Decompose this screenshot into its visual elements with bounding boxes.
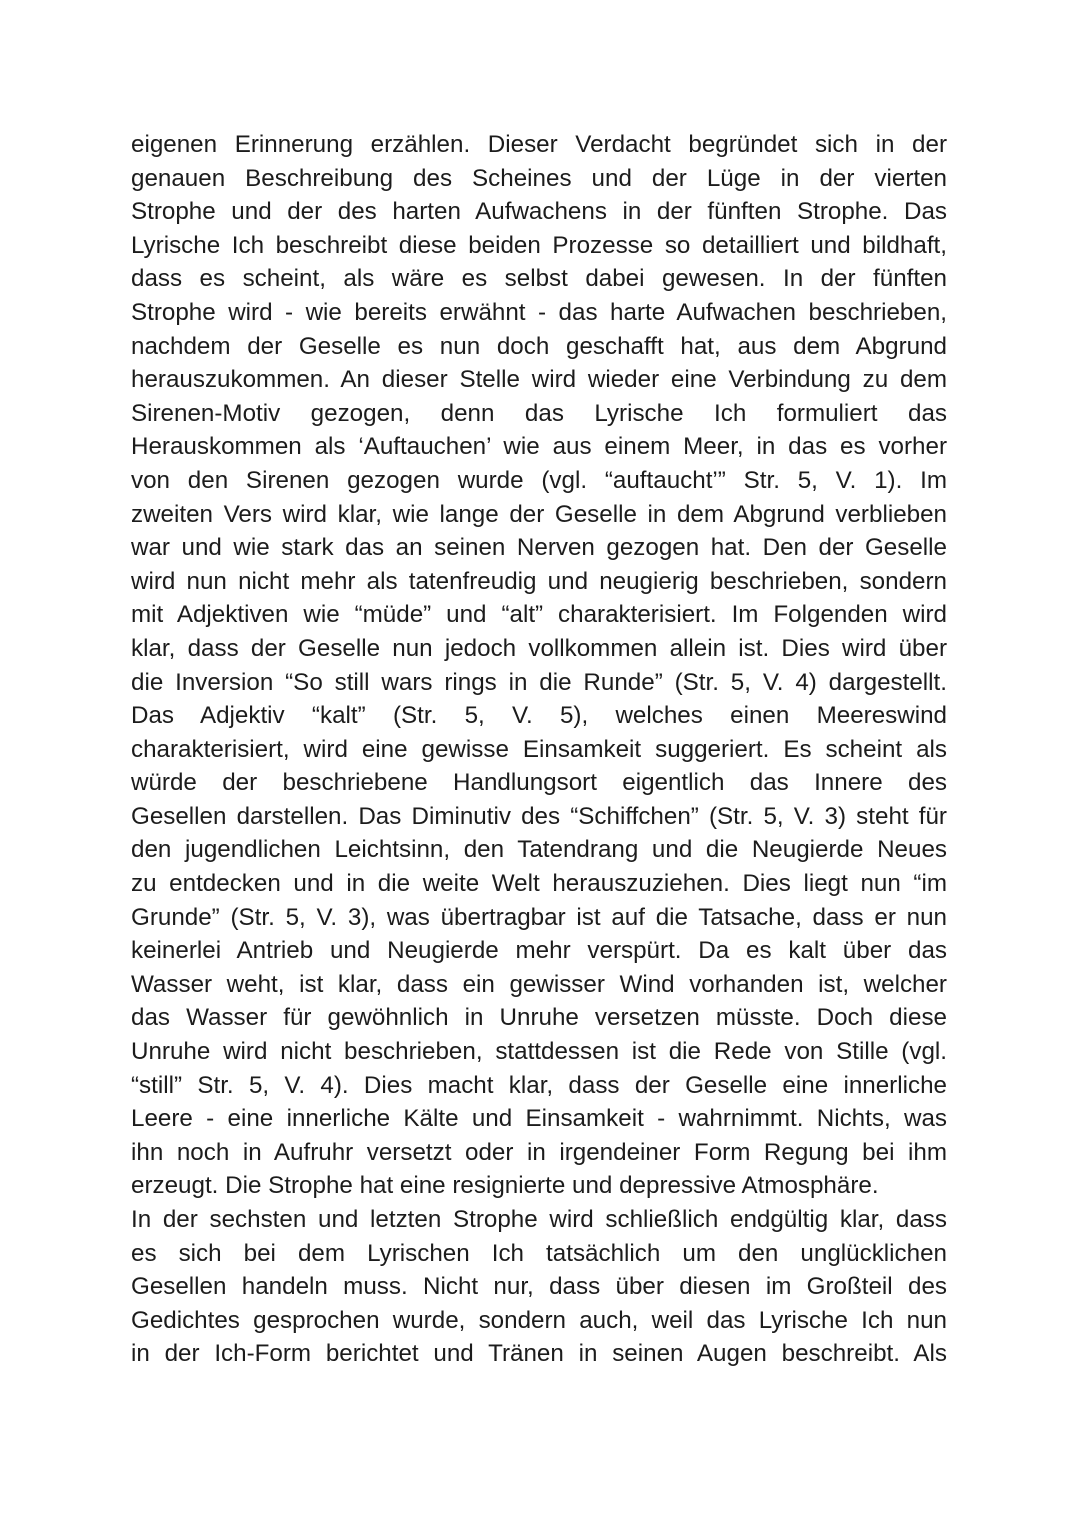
text-line: Grunde” (Str. 5, V. 3), was übertragbar ist auf die Tatsache, dass er nun xyxy=(131,903,947,931)
text-line: ihn noch in Aufruhr versetzt oder in irgendeiner Form Regung bei ihm xyxy=(131,1138,947,1166)
paragraph xyxy=(131,1203,947,1371)
text-line: In der sechsten und letzten Strophe wird schließlich endgültig klar, dass xyxy=(131,1206,947,1233)
paragraph xyxy=(131,128,947,1203)
text-line: herauszukommen. An dieser Stelle wird wieder eine Verbindung zu dem xyxy=(131,366,947,394)
text-line: erzeugt. Die Strophe hat eine resignierte und depressive Atmosphäre. xyxy=(131,1172,879,1200)
text-line: in der Ich-Form berichtet und Tränen in seinen Augen beschreibt. Als xyxy=(131,1340,947,1368)
text-line: das Wasser für gewöhnlich in Unruhe versetzen müsste. Doch diese xyxy=(131,1004,947,1032)
text-line: es sich bei dem Lyrischen Ich tatsächlich um den unglücklichen xyxy=(131,1239,947,1267)
text-line: Herauskommen als ‘Auftauchen’ wie aus einem Meer, in das es vorher xyxy=(131,433,947,461)
text-line: eigenen Erinnerung erzählen. Dieser Verdacht begründet sich in der xyxy=(131,131,947,158)
text-line: genauen Beschreibung des Scheines und der Lüge in der vierten xyxy=(131,164,947,192)
text-line: Gesellen darstellen. Das Diminutiv des “Schiffchen” (Str. 5, V. 3) steht für xyxy=(131,802,947,830)
text-line: den jugendlichen Leichtsinn, den Tatendrang und die Neugierde Neues xyxy=(131,836,947,864)
text-line: “still” Str. 5, V. 4). Dies macht klar, dass der Geselle eine innerliche xyxy=(131,1071,947,1099)
text-line: die Inversion “So still wars rings in die Runde” (Str. 5, V. 4) dargestellt. xyxy=(131,668,947,696)
text-line: Lyrische Ich beschreibt diese beiden Prozesse so detailliert und bildhaft, xyxy=(131,231,947,259)
text-line: von den Sirenen gezogen wurde (vgl. “auftaucht’” Str. 5, V. 1). Im xyxy=(131,466,947,494)
text-line: dass es scheint, als wäre es selbst dabei gewesen. In der fünften xyxy=(131,265,947,293)
text-line: war und wie stark das an seinen Nerven gezogen hat. Den der Geselle xyxy=(131,534,947,562)
text-line: Unruhe wird nicht beschrieben, stattdessen ist die Rede von Stille (vgl. xyxy=(131,1038,947,1066)
text-line: Wasser weht, ist klar, dass ein gewisser Wind vorhanden ist, welcher xyxy=(131,970,947,998)
text-line: zweiten Vers wird klar, wie lange der Geselle in dem Abgrund verblieben xyxy=(131,500,947,528)
text-line: Gedichtes gesprochen wurde, sondern auch, weil das Lyrische Ich nun xyxy=(131,1306,947,1334)
text-line: zu entdecken und in die weite Welt herauszuziehen. Dies liegt nun “im xyxy=(131,870,947,898)
text-line: charakterisiert, wird eine gewisse Einsamkeit suggeriert. Es scheint als xyxy=(131,735,947,763)
text-line: wird nun nicht mehr als tatenfreudig und neugierig beschrieben, sondern xyxy=(131,567,947,595)
text-line: nachdem der Geselle es nun doch geschafft hat, aus dem Abgrund xyxy=(131,332,947,360)
document-text-body xyxy=(131,128,947,1371)
text-line: klar, dass der Geselle nun jedoch vollkommen allein ist. Dies wird über xyxy=(131,634,947,662)
text-line: keinerlei Antrieb und Neugierde mehr verspürt. Da es kalt über das xyxy=(131,937,947,965)
text-line: Sirenen-Motiv gezogen, denn das Lyrische Ich formuliert das xyxy=(131,399,947,427)
text-line: mit Adjektiven wie “müde” und “alt” charakterisiert. Im Folgenden wird xyxy=(131,601,947,629)
text-line: Das Adjektiv “kalt” (Str. 5, V. 5), welches einen Meereswind xyxy=(131,702,947,730)
text-line: Leere - eine innerliche Kälte und Einsamkeit - wahrnimmt. Nichts, was xyxy=(131,1105,947,1133)
text-line: würde der beschriebene Handlungsort eigentlich das Innere des xyxy=(131,769,947,797)
text-line: Strophe wird - wie bereits erwähnt - das harte Aufwachen beschrieben, xyxy=(131,298,947,326)
text-line: Gesellen handeln muss. Nicht nur, dass über diesen im Großteil des xyxy=(131,1273,947,1301)
text-line: Strophe und der des harten Aufwachens in der fünften Strophe. Das xyxy=(131,198,947,226)
